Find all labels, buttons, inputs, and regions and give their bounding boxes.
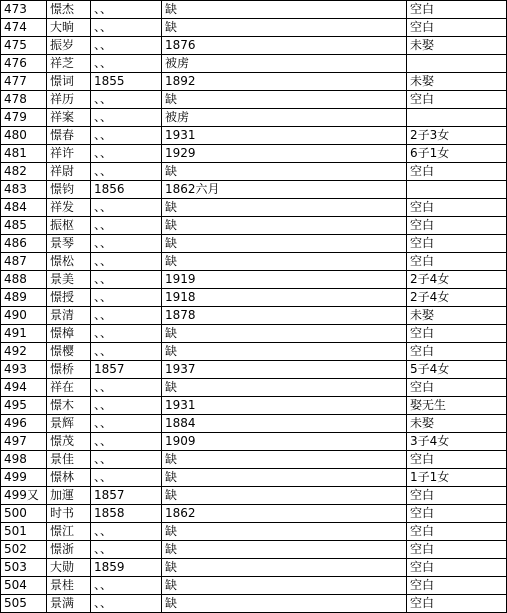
remark-cell: 娶无生 xyxy=(407,397,507,415)
table-row xyxy=(1,433,507,451)
name-cell: 祥许 xyxy=(47,145,91,163)
row-number-cell: 481 xyxy=(1,145,47,163)
name-cell: 憬江 xyxy=(47,523,91,541)
table-row xyxy=(1,109,507,127)
birth-year-cell: 1855 xyxy=(91,73,162,91)
name-cell: 加運 xyxy=(47,487,91,505)
remark-cell: 3子4女 xyxy=(407,433,507,451)
death-year-cell: 缺 xyxy=(162,253,407,271)
death-year-cell: 1862 xyxy=(162,505,407,523)
name-cell: 祥在 xyxy=(47,379,91,397)
name-cell: 大勋 xyxy=(47,559,91,577)
table-row xyxy=(1,235,507,253)
name-cell: 憬樱 xyxy=(47,343,91,361)
birth-year-cell: 1859 xyxy=(91,559,162,577)
birth-year-cell: 、、 xyxy=(91,289,162,307)
name-cell: 憬杰 xyxy=(47,1,91,19)
table-row xyxy=(1,469,507,487)
birth-year-cell: 、、 xyxy=(91,37,162,55)
birth-year-cell: 、、 xyxy=(91,217,162,235)
death-year-cell: 1862六月 xyxy=(162,181,407,199)
birth-year-cell: 、、 xyxy=(91,235,162,253)
name-cell: 祥发 xyxy=(47,199,91,217)
birth-year-cell: 1857 xyxy=(91,361,162,379)
death-year-cell: 缺 xyxy=(162,541,407,559)
row-number-cell: 499又 xyxy=(1,487,47,505)
remark-cell: 1子1女 xyxy=(407,469,507,487)
table-row xyxy=(1,217,507,235)
row-number-cell: 475 xyxy=(1,37,47,55)
birth-year-cell: 、、 xyxy=(91,307,162,325)
name-cell: 振枢 xyxy=(47,217,91,235)
row-number-cell: 496 xyxy=(1,415,47,433)
name-cell: 憬授 xyxy=(47,289,91,307)
table-row xyxy=(1,559,507,577)
remark-cell: 空白 xyxy=(407,559,507,577)
name-cell: 憬词 xyxy=(47,73,91,91)
row-number-cell: 482 xyxy=(1,163,47,181)
death-year-cell: 缺 xyxy=(162,451,407,469)
row-number-cell: 484 xyxy=(1,199,47,217)
birth-year-cell: 1858 xyxy=(91,505,162,523)
birth-year-cell: 1856 xyxy=(91,181,162,199)
death-year-cell: 缺 xyxy=(162,325,407,343)
name-cell: 景满 xyxy=(47,595,91,613)
name-cell: 景美 xyxy=(47,271,91,289)
row-number-cell: 478 xyxy=(1,91,47,109)
birth-year-cell: 、、 xyxy=(91,397,162,415)
death-year-cell: 1931 xyxy=(162,397,407,415)
remark-cell: 6子1女 xyxy=(407,145,507,163)
table-row xyxy=(1,577,507,595)
death-year-cell: 1892 xyxy=(162,73,407,91)
death-year-cell: 缺 xyxy=(162,19,407,37)
death-year-cell: 1937 xyxy=(162,361,407,379)
row-number-cell: 491 xyxy=(1,325,47,343)
name-cell: 景桂 xyxy=(47,577,91,595)
remark-cell xyxy=(407,109,507,127)
remark-cell: 未娶 xyxy=(407,307,507,325)
name-cell: 祥芝 xyxy=(47,55,91,73)
table-row xyxy=(1,541,507,559)
remark-cell: 空白 xyxy=(407,199,507,217)
death-year-cell: 1909 xyxy=(162,433,407,451)
remark-cell: 空白 xyxy=(407,235,507,253)
birth-year-cell: 、、 xyxy=(91,199,162,217)
remark-cell: 空白 xyxy=(407,217,507,235)
table-row xyxy=(1,73,507,91)
name-cell: 景琴 xyxy=(47,235,91,253)
death-year-cell: 1918 xyxy=(162,289,407,307)
row-number-cell: 477 xyxy=(1,73,47,91)
name-cell: 憬木 xyxy=(47,397,91,415)
remark-cell xyxy=(407,55,507,73)
remark-cell: 空白 xyxy=(407,451,507,469)
remark-cell: 空白 xyxy=(407,1,507,19)
row-number-cell: 493 xyxy=(1,361,47,379)
death-year-cell: 1878 xyxy=(162,307,407,325)
birth-year-cell: 、、 xyxy=(91,595,162,613)
death-year-cell: 缺 xyxy=(162,469,407,487)
row-number-cell: 505 xyxy=(1,595,47,613)
remark-cell: 空白 xyxy=(407,487,507,505)
remark-cell: 空白 xyxy=(407,541,507,559)
name-cell: 憬茂 xyxy=(47,433,91,451)
remark-cell: 空白 xyxy=(407,505,507,523)
remark-cell: 空白 xyxy=(407,253,507,271)
death-year-cell: 1931 xyxy=(162,127,407,145)
death-year-cell: 缺 xyxy=(162,235,407,253)
death-year-cell: 缺 xyxy=(162,379,407,397)
birth-year-cell: 、、 xyxy=(91,379,162,397)
table-row xyxy=(1,343,507,361)
row-number-cell: 487 xyxy=(1,253,47,271)
remark-cell: 未娶 xyxy=(407,73,507,91)
table-row xyxy=(1,163,507,181)
remark-cell: 空白 xyxy=(407,343,507,361)
table-row xyxy=(1,271,507,289)
row-number-cell: 498 xyxy=(1,451,47,469)
name-cell: 憬桥 xyxy=(47,361,91,379)
row-number-cell: 495 xyxy=(1,397,47,415)
row-number-cell: 486 xyxy=(1,235,47,253)
name-cell: 祥尉 xyxy=(47,163,91,181)
row-number-cell: 474 xyxy=(1,19,47,37)
birth-year-cell: 、、 xyxy=(91,415,162,433)
table-row xyxy=(1,307,507,325)
death-year-cell: 缺 xyxy=(162,487,407,505)
death-year-cell: 缺 xyxy=(162,559,407,577)
row-number-cell: 492 xyxy=(1,343,47,361)
birth-year-cell: 、、 xyxy=(91,55,162,73)
row-number-cell: 476 xyxy=(1,55,47,73)
row-number-cell: 489 xyxy=(1,289,47,307)
table-row xyxy=(1,289,507,307)
table-row xyxy=(1,451,507,469)
remark-cell: 2子3女 xyxy=(407,127,507,145)
table-row xyxy=(1,379,507,397)
row-number-cell: 483 xyxy=(1,181,47,199)
name-cell: 憬春 xyxy=(47,127,91,145)
birth-year-cell: 、、 xyxy=(91,1,162,19)
death-year-cell: 缺 xyxy=(162,343,407,361)
table-row xyxy=(1,55,507,73)
name-cell: 景清 xyxy=(47,307,91,325)
death-year-cell: 1919 xyxy=(162,271,407,289)
remark-cell: 空白 xyxy=(407,91,507,109)
table-row xyxy=(1,523,507,541)
remark-cell: 空白 xyxy=(407,523,507,541)
row-number-cell: 499 xyxy=(1,469,47,487)
table-row xyxy=(1,487,507,505)
row-number-cell: 473 xyxy=(1,1,47,19)
death-year-cell: 缺 xyxy=(162,577,407,595)
name-cell: 憬樟 xyxy=(47,325,91,343)
name-cell: 大晌 xyxy=(47,19,91,37)
row-number-cell: 490 xyxy=(1,307,47,325)
table-row xyxy=(1,505,507,523)
table-row xyxy=(1,91,507,109)
table-row xyxy=(1,1,507,19)
remark-cell: 空白 xyxy=(407,379,507,397)
death-year-cell: 缺 xyxy=(162,91,407,109)
table-row xyxy=(1,325,507,343)
name-cell: 振岁 xyxy=(47,37,91,55)
remark-cell: 空白 xyxy=(407,595,507,613)
birth-year-cell: 、、 xyxy=(91,271,162,289)
death-year-cell: 缺 xyxy=(162,217,407,235)
table-row xyxy=(1,181,507,199)
birth-year-cell: 、、 xyxy=(91,91,162,109)
name-cell: 祥案 xyxy=(47,109,91,127)
remark-cell: 空白 xyxy=(407,19,507,37)
table-row xyxy=(1,127,507,145)
table-row xyxy=(1,37,507,55)
birth-year-cell: 、、 xyxy=(91,19,162,37)
birth-year-cell: 、、 xyxy=(91,343,162,361)
row-number-cell: 485 xyxy=(1,217,47,235)
row-number-cell: 479 xyxy=(1,109,47,127)
birth-year-cell: 、、 xyxy=(91,127,162,145)
table-row xyxy=(1,361,507,379)
remark-cell: 未娶 xyxy=(407,37,507,55)
remark-cell: 5子4女 xyxy=(407,361,507,379)
row-number-cell: 504 xyxy=(1,577,47,595)
death-year-cell: 缺 xyxy=(162,199,407,217)
remark-cell: 空白 xyxy=(407,325,507,343)
table-row xyxy=(1,415,507,433)
birth-year-cell: 、、 xyxy=(91,577,162,595)
birth-year-cell: 、、 xyxy=(91,433,162,451)
remark-cell xyxy=(407,181,507,199)
row-number-cell: 494 xyxy=(1,379,47,397)
death-year-cell: 缺 xyxy=(162,163,407,181)
birth-year-cell: 、、 xyxy=(91,163,162,181)
remark-cell: 2子4女 xyxy=(407,271,507,289)
table-row xyxy=(1,19,507,37)
death-year-cell: 1876 xyxy=(162,37,407,55)
birth-year-cell: 、、 xyxy=(91,145,162,163)
birth-year-cell: 、、 xyxy=(91,109,162,127)
name-cell: 憬林 xyxy=(47,469,91,487)
death-year-cell: 1929 xyxy=(162,145,407,163)
birth-year-cell: 、、 xyxy=(91,469,162,487)
row-number-cell: 488 xyxy=(1,271,47,289)
table-row xyxy=(1,253,507,271)
name-cell: 时书 xyxy=(47,505,91,523)
row-number-cell: 480 xyxy=(1,127,47,145)
death-year-cell: 缺 xyxy=(162,595,407,613)
name-cell: 憬浙 xyxy=(47,541,91,559)
table-row xyxy=(1,595,507,613)
birth-year-cell: 、、 xyxy=(91,541,162,559)
birth-year-cell: 、、 xyxy=(91,325,162,343)
birth-year-cell: 、、 xyxy=(91,253,162,271)
remark-cell: 2子4女 xyxy=(407,289,507,307)
table-row xyxy=(1,199,507,217)
table-body xyxy=(1,1,507,613)
row-number-cell: 497 xyxy=(1,433,47,451)
row-number-cell: 503 xyxy=(1,559,47,577)
name-cell: 憬松 xyxy=(47,253,91,271)
death-year-cell: 被虏 xyxy=(162,109,407,127)
death-year-cell: 缺 xyxy=(162,523,407,541)
remark-cell: 空白 xyxy=(407,577,507,595)
name-cell: 祥历 xyxy=(47,91,91,109)
row-number-cell: 501 xyxy=(1,523,47,541)
death-year-cell: 1884 xyxy=(162,415,407,433)
death-year-cell: 缺 xyxy=(162,1,407,19)
table-row xyxy=(1,145,507,163)
table-row xyxy=(1,397,507,415)
name-cell: 景辉 xyxy=(47,415,91,433)
name-cell: 景佳 xyxy=(47,451,91,469)
row-number-cell: 500 xyxy=(1,505,47,523)
birth-year-cell: 、、 xyxy=(91,451,162,469)
birth-year-cell: 1857 xyxy=(91,487,162,505)
name-cell: 憬钧 xyxy=(47,181,91,199)
birth-year-cell: 、、 xyxy=(91,523,162,541)
row-number-cell: 502 xyxy=(1,541,47,559)
remark-cell: 未娶 xyxy=(407,415,507,433)
death-year-cell: 被虏 xyxy=(162,55,407,73)
remark-cell: 空白 xyxy=(407,163,507,181)
